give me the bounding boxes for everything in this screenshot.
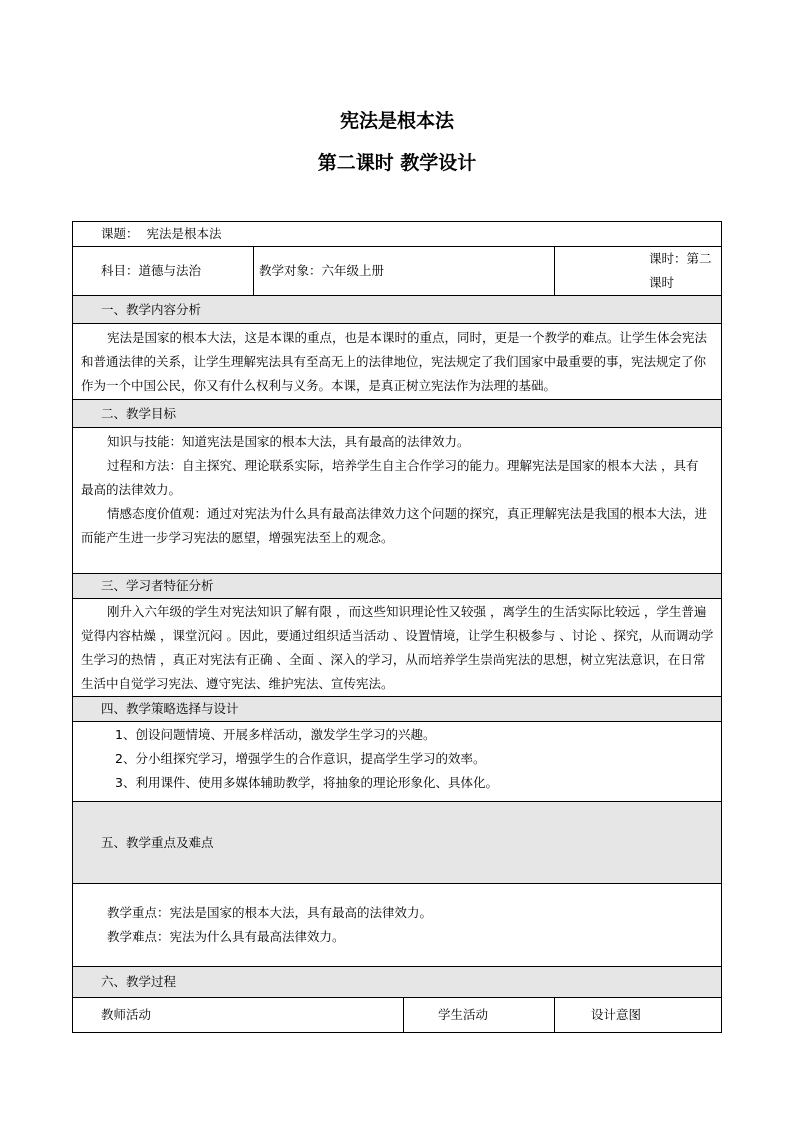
section3-heading: 三、学习者特征分析 (73, 574, 722, 599)
section-body-row (73, 599, 722, 697)
section4-heading: 四、教学策略选择与设计 (73, 697, 722, 722)
section-heading-row (73, 296, 722, 324)
section-body-row (73, 324, 722, 400)
section3-text: 刚升入六年级的学生对宪法知识了解有限 ，而这些知识理论性又较强 ，离学生的生活实际比较远 ，学生普遍觉得内容枯燥 ，课堂沉闷 。因此，要通过组织适当活动 、设置情境，让学生积极参与 、讨论 、探究，从而调动学生学习的热情 ，真正对宪法有正确 、全面 、深入的学习，从而培养学生崇尚宪法的思想，树立宪法意识，在日常生活中自觉学习宪法、遵守宪法、维护宪法、宣传宪法。 (73, 599, 722, 697)
strategy-item: 2、分小组探究学习，增强学生的合作意识，提高学生学习的效率。 (115, 751, 486, 766)
objective-process: 过程和方法：自主探究、理论联系实际，培养学生自主合作学习的能力。理解宪法是国家的根本大法 ，具有最高的法律效力。 (81, 458, 699, 497)
meta-row (73, 247, 722, 296)
section-heading-row (73, 400, 722, 428)
section-heading-row (73, 967, 722, 998)
section-heading-row (73, 574, 722, 599)
teacher-activity-header: 教师活动 (73, 998, 404, 1033)
topic-row (73, 222, 722, 247)
objective-knowledge: 知识与技能：知道宪法是国家的根本大法，具有最高的法律效力。 (107, 434, 470, 449)
section2-heading: 二、教学目标 (73, 400, 722, 428)
topic-label: 课题： (101, 226, 139, 241)
section5-body (73, 884, 722, 967)
design-intent-header: 设计意图 (555, 998, 722, 1033)
strategy-item: 3、利用课件、使用多媒体辅助教学，将抽象的理论形象化、具体化。 (115, 775, 498, 790)
target-cell: 教学对象：六年级上册 (254, 247, 555, 296)
strategy-item: 1、创设问题情境、开展多样活动，激发学生学习的兴趣。 (115, 727, 436, 742)
section-body-row (73, 884, 722, 967)
lesson-plan-table (72, 221, 722, 1033)
objective-attitude: 情感态度价值观：通过对宪法为什么具有最高法律效力这个问题的探究，真正理解宪法是我国的根本大法，进而能产生进一步学习宪法的愿望，增强宪法至上的观念。 (81, 506, 708, 545)
section1-heading: 一、教学内容分析 (73, 296, 722, 324)
process-header-row (73, 998, 722, 1033)
section1-text: 宪法是国家的根本大法，这是本课的重点，也是本课时的重点，同时，更是一个教学的难点。让学生体会宪法和普通法律的关系，让学生理解宪法具有至高无上的法律地位，宪法规定了我们国家中最重要的事，宪法规定了你作为一个中国公民，你又有什么权利与义务。本课，是真正树立宪法作为法理的基础。 (73, 324, 722, 400)
section4-body (73, 722, 722, 802)
section-heading-row (73, 802, 722, 884)
document-title: 宪法是根本法 (339, 110, 454, 132)
subject-cell: 科目：道德与法治 (73, 247, 254, 296)
document-subtitle: 第二课时 教学设计 (317, 152, 477, 174)
topic-value: 宪法是根本法 (146, 226, 222, 241)
section-heading-row (73, 697, 722, 722)
key-point: 教学重点：宪法是国家的根本大法，具有最高的法律效力。 (107, 905, 433, 920)
section-body-row (73, 722, 722, 802)
topic-cell (73, 222, 722, 247)
section-body-row (73, 428, 722, 574)
period-cell: 课时：第二课时 (555, 247, 722, 296)
section5-heading: 五、教学重点及难点 (73, 802, 722, 884)
section2-body (73, 428, 722, 574)
section6-heading: 六、教学过程 (73, 967, 722, 998)
difficult-point: 教学难点：宪法为什么具有最高法律效力。 (107, 929, 345, 944)
student-activity-header: 学生活动 (404, 998, 555, 1033)
